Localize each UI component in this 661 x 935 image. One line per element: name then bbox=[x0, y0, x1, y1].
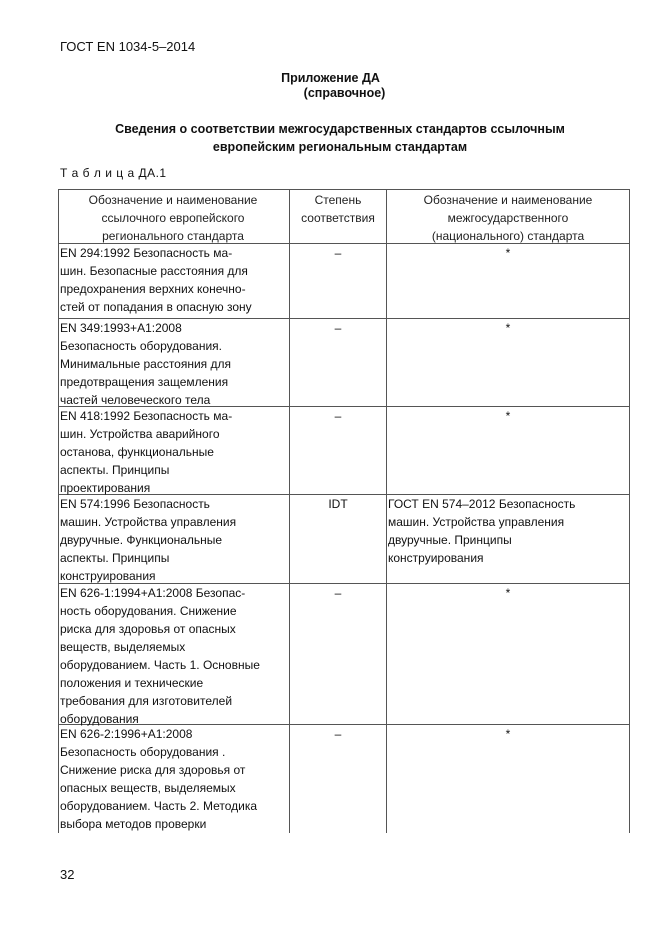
table-label: Т а б л и ц а ДА.1 bbox=[60, 166, 167, 180]
section-title: Сведения о соответствии межгосударственных стандартов ссылочным европейским региональным стандартам bbox=[115, 122, 565, 154]
table-row-ref: EN 418:1992 Безопасность ма- шин. Устройства аварийного останова, функциональные аспекты. Принципы проектирования bbox=[60, 409, 233, 495]
table-row-ref: EN 294:1992 Безопасность ма- шин. Безопасные расстояния для предохранения верхних конечно- стей от попадания в опасную зону bbox=[60, 246, 252, 314]
table-row-ref: EN 626-1:1994+A1:2008 Безопас- ность оборудования. Снижение риска для здоровья от опасных веществ, выделяемых оборудованием. Часть 1. Основные положения и технические требования для изготовителей оборудования bbox=[60, 586, 260, 726]
page-number: 32 bbox=[60, 867, 75, 882]
table-right-border bbox=[629, 189, 630, 833]
header-ref-standard: Обозначение и наименование ссылочного европейского регионального стандарта bbox=[88, 193, 258, 243]
column-divider bbox=[289, 189, 290, 833]
table-row-national: * bbox=[505, 727, 511, 741]
table-row-national: * bbox=[505, 246, 511, 260]
table-row-national: * bbox=[505, 321, 511, 335]
appendix-subtitle: (справочное) bbox=[303, 86, 386, 100]
table-row-degree: – bbox=[334, 727, 342, 741]
table-row-national: * bbox=[505, 409, 511, 423]
correspondence-table bbox=[58, 189, 630, 833]
table-row-national: ГОСТ EN 574–2012 Безопасность машин. Устройства управления двуручные. Принципы конструирования bbox=[388, 497, 576, 565]
table-row-ref: EN 574:1996 Безопасность машин. Устройства управления двуручные. Функциональные аспекты. Принципы конструирования bbox=[60, 497, 237, 583]
header-national-standard: Обозначение и наименование межгосударственного (национального) стандарта bbox=[423, 193, 593, 243]
table-row-degree: – bbox=[334, 246, 342, 260]
header-degree: Степень соответствия bbox=[301, 193, 375, 225]
column-divider bbox=[386, 189, 387, 833]
document-code: ГОСТ EN 1034-5–2014 bbox=[60, 39, 196, 54]
appendix-title: Приложение ДА bbox=[281, 71, 380, 85]
table-row-degree: IDT bbox=[328, 497, 348, 511]
table-left-border bbox=[58, 189, 59, 833]
table-row-degree: – bbox=[334, 586, 342, 600]
table-row-ref: EN 626-2:1996+A1:2008 Безопасность оборудования . Снижение риска для здоровья от опасных веществ, выделяемых оборудованием. Часть 2. Методика выбора методов проверки bbox=[60, 727, 258, 831]
table-row-national: * bbox=[505, 586, 511, 600]
table-row-degree: – bbox=[334, 321, 342, 335]
table-row-degree: – bbox=[334, 409, 342, 423]
table-row-ref: EN 349:1993+A1:2008 Безопасность оборудования. Минимальные расстояния для предотвращения защемления частей человеческого тела bbox=[60, 321, 232, 407]
table-top-border bbox=[58, 189, 630, 190]
